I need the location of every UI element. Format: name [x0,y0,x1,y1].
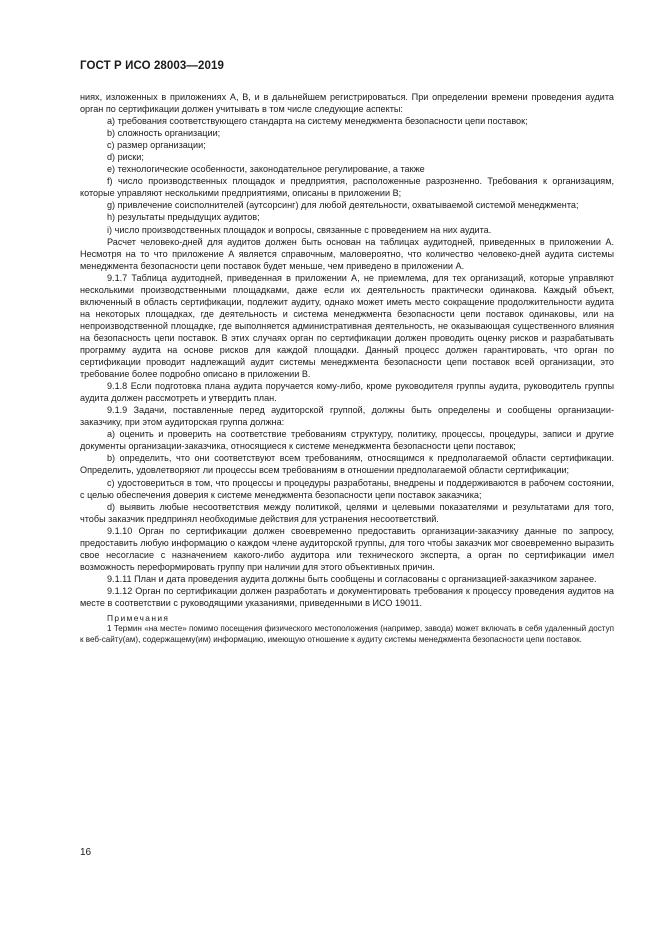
paragraph: 9.1.10 Орган по сертификации должен своевременно предоставить организации-заказчику данные по запросу, предоставить любую информацию о каждом члене аудиторской группы, для того чтобы заказчик мог своевременно выразить свое несогласие с назначением какого-либо аудитора или технического эксперта, а орган по сертификации имел возможность переформировать группу при наличии для этого объективных причин. [80,525,614,572]
paragraph: c) размер организации; [107,140,206,151]
body-text [80,91,614,646]
paragraph: h) результаты предыдущих аудитов; [107,212,260,223]
paragraph: f) число производственных площадок и предприятия, расположенные разрозненно. Требования к организациям, которые управляют несколькими предприятиями, описаны в приложении В; [80,176,614,199]
page-number: 16 [80,847,92,858]
paragraph: b) определить, что они соответствуют всем требованиям, относящимся к предполагаемой области сертификации. Определить, удовлетворяют ли процессы всем требованиям в отношении предполагаемой области сертификации; [80,453,614,476]
note-item: 1 Термин «на месте» помимо посещения физического местоположения (например, завода) может включать в себя удаленный доступ к веб-сайту(ам), содержащему(им) информацию, имеющую отношение к аудиту системы менеджмента безопасности цепи поставок. [80,624,614,644]
paragraph: i) число производственных площадок и вопросы, связанные с проведением на них аудита. [107,224,492,235]
notes-section [80,613,614,646]
paragraph: Расчет человеко-дней для аудитов должен быть основан на таблицах аудитодней, приведенных в приложении А. Несмотря на то что приложение А является справочным, маловероятно, что количество человеко-дней аудита системы менеджмента безопасности цепи поставок будет меньше, чем приведено в приложении А. [80,236,614,271]
notes-title: Примечания [107,613,170,624]
paragraph: d) выявить любые несоответствия между политикой, целями и целевыми показателями и результатами для того, чтобы заказчик предпринял необходимые действия для устранения несоответствий. [80,501,614,524]
paragraph: 9.1.12 Орган по сертификации должен разработать и документировать требования к процессу проведения аудитов на месте в соответствии с руководящими указаниями, приведенными в ИСО 19011. [80,585,614,608]
paragraph: 9.1.7 Таблица аудитодней, приведенная в приложении А, не приемлема, для тех организаций, которые управляют несколькими производственными площадками, даже если их деятельность практически одинакова. Каждый объект, включенный в область сертификации, подлежит аудиту, однако может иметь место сокращение продолжительности аудита на некоторых площадках, где деятельность и система менеджмента безопасности цепи поставок одинаковы, или на непроизводственной площадке, где выполняется административная деятельность, не оказывающая существенного влияния на безопасность цепи поставок. В этих случаях орган по сертификации должен проводить оценку рисков и разрабатывать программу аудита на основе рисков для каждой площадки. Данный процесс должен гарантировать, что орган по сертификации проводит надлежащий аудит системы менеджмента безопасности цепи поставок всей организации, это требование более подробно описано в приложении В. [80,272,614,380]
paragraph: ниях, изложенных в приложениях А, В, и в дальнейшем регистрироваться. При определении времени проведения аудита орган по сертификации должен учитывать в том числе следующие аспекты: [80,92,614,115]
paragraph: 9.1.8 Если подготовка плана аудита поручается кому-либо, кроме руководителя группы аудита, руководитель группы аудита должен рассмотреть и утвердить план. [80,381,614,404]
paragraph: e) технологические особенности, законодательное регулирование, а также [107,164,425,175]
paragraph: b) сложность организации; [107,128,221,139]
paragraph: d) риски; [107,152,144,163]
paragraph: 9.1.11 План и дата проведения аудита должны быть сообщены и согласованы с организацией-заказчиком заранее. [107,573,597,584]
paragraph: c) удостовериться в том, что процессы и процедуры разработаны, внедрены и поддерживаются в рабочем состоянии, с целью обеспечения доверия к системе менеджмента безопасности цепи поставок заказчика; [80,477,614,500]
paragraph: 9.1.9 Задачи, поставленные перед аудиторской группой, должны быть определены и сообщены организации-заказчику, при этом аудиторская группа должна: [80,405,614,428]
document-header: ГОСТ Р ИСО 28003—2019 [80,60,225,72]
paragraph: a) оценить и проверить на соответствие требованиям структуру, политику, процессы, процедуры, записи и другие документы организации-заказчика, относящиеся к системе менеджмента безопасности цепи поставок; [80,429,614,452]
paragraph: a) требования соответствующего стандарта на систему менеджмента безопасности цепи поставок; [107,116,528,127]
paragraph: g) привлечение соисполнителей (аутсорсинг) для любой деятельности, охватываемой системой менеджмента; [107,200,579,211]
